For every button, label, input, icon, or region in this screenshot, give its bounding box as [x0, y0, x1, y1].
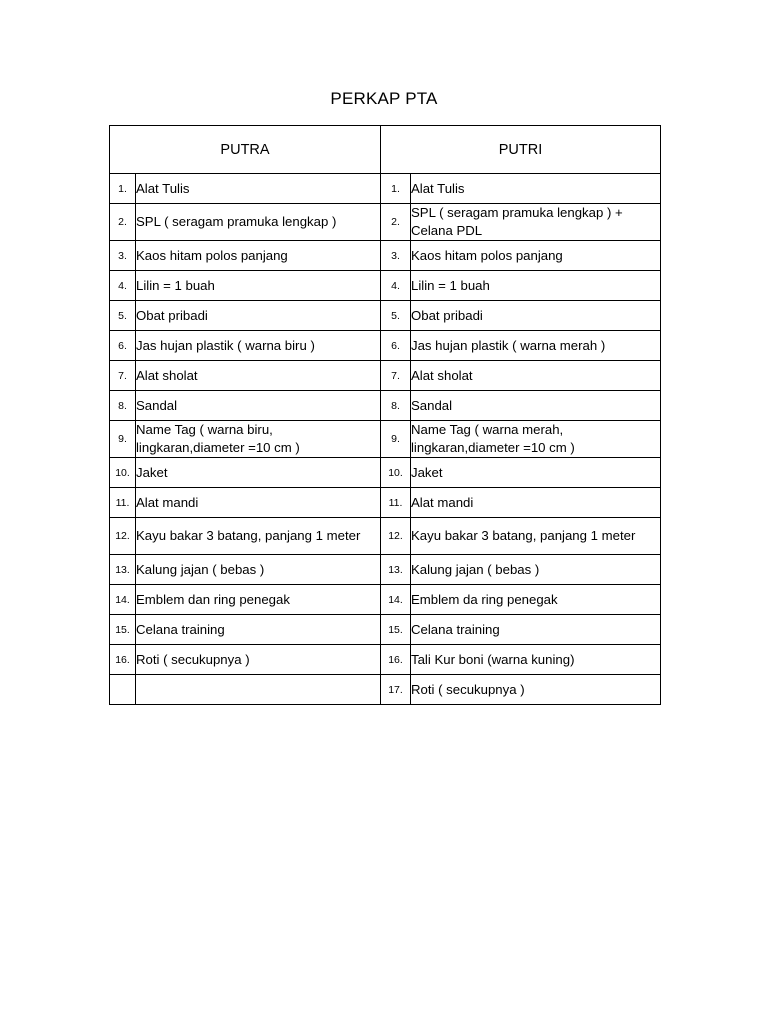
putri-item-number: 3. — [381, 241, 411, 271]
putra-item: Jas hujan plastik ( warna biru ) — [136, 331, 381, 361]
putra-item — [136, 675, 381, 705]
putra-item: Obat pribadi — [136, 301, 381, 331]
putra-item: Name Tag ( warna biru, lingkaran,diameter =10 cm ) — [136, 421, 381, 458]
putra-item: SPL ( seragam pramuka lengkap ) — [136, 204, 381, 241]
putra-item: Kaos hitam polos panjang — [136, 241, 381, 271]
putri-item: Kaos hitam polos panjang — [411, 241, 661, 271]
putri-item: Alat sholat — [411, 361, 661, 391]
putra-item-number: 11. — [110, 488, 136, 518]
putra-item-number: 15. — [110, 615, 136, 645]
putri-item-number: 14. — [381, 585, 411, 615]
putra-item: Lilin = 1 buah — [136, 271, 381, 301]
putra-item: Alat Tulis — [136, 174, 381, 204]
putra-item-number: 2. — [110, 204, 136, 241]
putra-item: Celana training — [136, 615, 381, 645]
putri-item: Jas hujan plastik ( warna merah ) — [411, 331, 661, 361]
putri-item-number: 11. — [381, 488, 411, 518]
putri-item-number: 15. — [381, 615, 411, 645]
table-row — [110, 585, 661, 615]
putra-item-number: 5. — [110, 301, 136, 331]
table-row — [110, 518, 661, 555]
table-row — [110, 458, 661, 488]
putri-item: Lilin = 1 buah — [411, 271, 661, 301]
putri-item-number: 12. — [381, 518, 411, 555]
column-header-putra: PUTRA — [110, 126, 381, 174]
table-row — [110, 271, 661, 301]
putra-item-number: 12. — [110, 518, 136, 555]
putri-item: Kalung jajan ( bebas ) — [411, 555, 661, 585]
putri-item-number: 13. — [381, 555, 411, 585]
putri-item-number: 7. — [381, 361, 411, 391]
putra-item: Kayu bakar 3 batang, panjang 1 meter — [136, 518, 381, 555]
table-row — [110, 615, 661, 645]
putra-item-number: 9. — [110, 421, 136, 458]
putra-item-number: 4. — [110, 271, 136, 301]
table-row — [110, 331, 661, 361]
putra-item: Kalung jajan ( bebas ) — [136, 555, 381, 585]
table-row — [110, 301, 661, 331]
table-row — [110, 675, 661, 705]
putra-item-number: 16. — [110, 645, 136, 675]
putra-item-number: 3. — [110, 241, 136, 271]
table-row — [110, 241, 661, 271]
putra-item-number: 8. — [110, 391, 136, 421]
table-row — [110, 555, 661, 585]
putra-item: Roti ( secukupnya ) — [136, 645, 381, 675]
putri-item: Jaket — [411, 458, 661, 488]
putri-item: Alat Tulis — [411, 174, 661, 204]
table-row — [110, 391, 661, 421]
putra-item-number: 6. — [110, 331, 136, 361]
table-row — [110, 421, 661, 458]
putri-item: Name Tag ( warna merah, lingkaran,diameter =10 cm ) — [411, 421, 661, 458]
putri-item-number: 1. — [381, 174, 411, 204]
putra-item-number: 7. — [110, 361, 136, 391]
page-title: PERKAP PTA — [330, 89, 438, 108]
putra-item-number: 10. — [110, 458, 136, 488]
putra-item: Jaket — [136, 458, 381, 488]
putri-item-number: 4. — [381, 271, 411, 301]
putra-item: Alat mandi — [136, 488, 381, 518]
table-row — [110, 488, 661, 518]
putra-item-number: 1. — [110, 174, 136, 204]
table-row — [110, 645, 661, 675]
putri-item-number: 5. — [381, 301, 411, 331]
putra-item: Alat sholat — [136, 361, 381, 391]
putri-item-number: 9. — [381, 421, 411, 458]
table-row — [110, 361, 661, 391]
putra-item-number — [110, 675, 136, 705]
putri-item-number: 6. — [381, 331, 411, 361]
putra-item-number: 13. — [110, 555, 136, 585]
table-row — [110, 174, 661, 204]
putri-item: SPL ( seragam pramuka lengkap ) + Celana PDL — [411, 204, 661, 241]
putri-item: Tali Kur boni (warna kuning) — [411, 645, 661, 675]
putri-item-number: 10. — [381, 458, 411, 488]
putri-item-number: 16. — [381, 645, 411, 675]
putri-item: Obat pribadi — [411, 301, 661, 331]
table-row — [110, 204, 661, 241]
putri-item-number: 8. — [381, 391, 411, 421]
putra-item: Emblem dan ring penegak — [136, 585, 381, 615]
equipment-table — [109, 125, 661, 705]
putri-item-number: 17. — [381, 675, 411, 705]
putri-item: Kayu bakar 3 batang, panjang 1 meter — [411, 518, 661, 555]
putri-item: Alat mandi — [411, 488, 661, 518]
putri-item: Celana training — [411, 615, 661, 645]
column-header-putri: PUTRI — [381, 126, 661, 174]
putri-item: Roti ( secukupnya ) — [411, 675, 661, 705]
putri-item: Emblem da ring penegak — [411, 585, 661, 615]
putri-item-number: 2. — [381, 204, 411, 241]
putra-item-number: 14. — [110, 585, 136, 615]
putra-item: Sandal — [136, 391, 381, 421]
putri-item: Sandal — [411, 391, 661, 421]
